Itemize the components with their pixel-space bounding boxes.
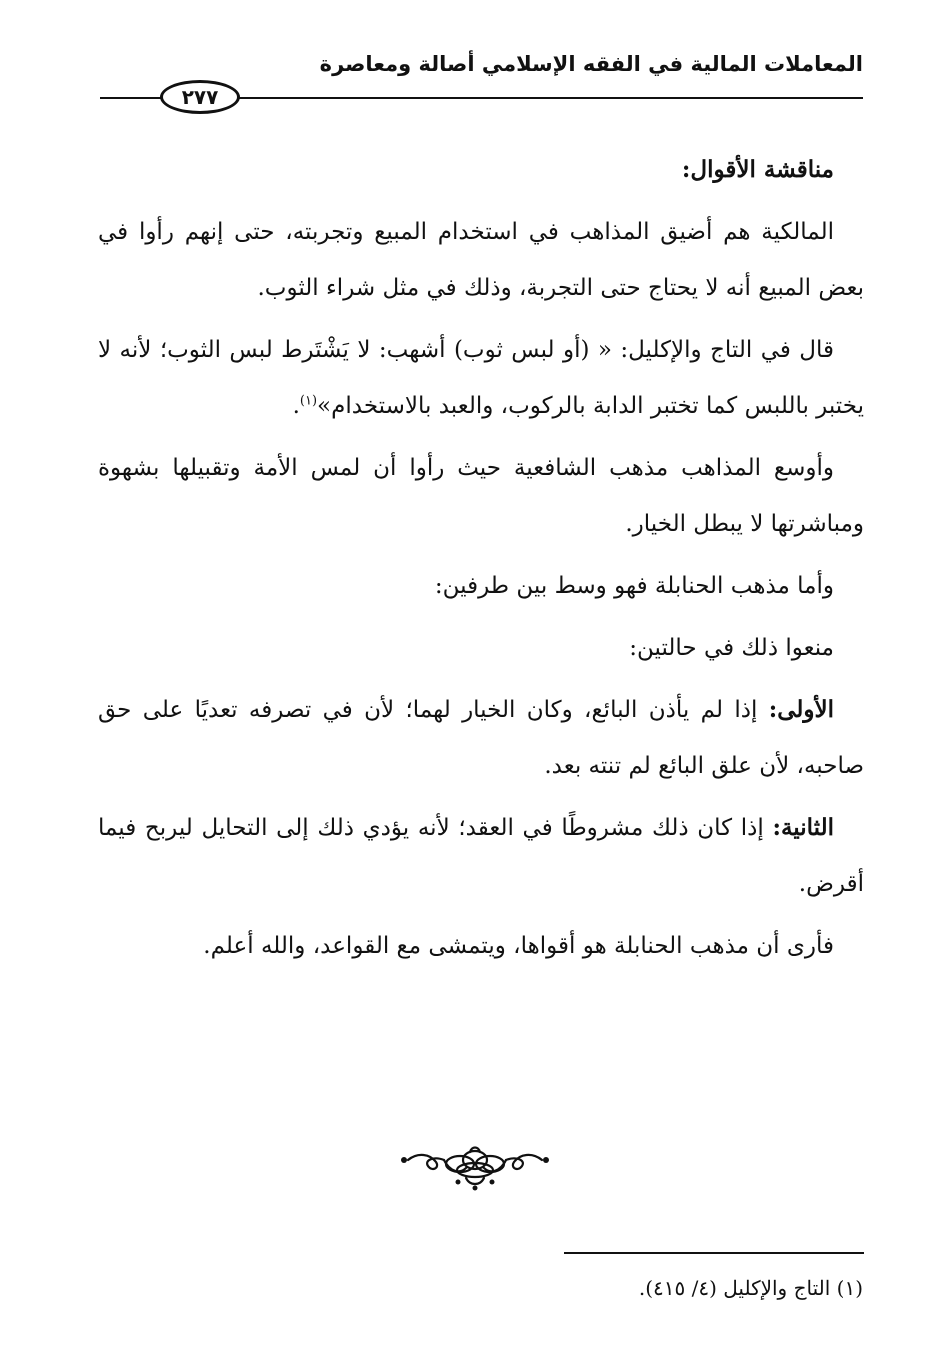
running-header-title: المعاملات المالية في الفقه الإسلامي أصالة ومعاصرة (319, 52, 863, 76)
footnote-rule (564, 1252, 864, 1254)
footnote-text: التاج والإكليل (٤/ ٤١٥). (638, 1276, 831, 1300)
paragraph-maliki: المالكية هم أضيق المذاهب في استخدام المبيع وتجربته، حتى إنهم رأوا في بعض المبيع أنه لا يحتاج حتى التجربة، وذلك في مثل شراء الثوب. (98, 219, 864, 301)
page-number: ٢٧٧ (160, 80, 240, 114)
taj-quote-text: قال في التاج والإكليل: « (أو لبس ثوب) أشهب: لا يَشْتَرط لبس الثوب؛ لأنه لا يختبر باللبس كما تختبر الدابة بالركوب، والعبد بالاستخدام» (98, 337, 864, 419)
floral-divider-ornament-icon (400, 1142, 550, 1192)
footnote-number: (١) (836, 1276, 863, 1300)
paragraph-two-cases: منعوا ذلك في حالتين: (629, 635, 834, 661)
case-first-text: إذا لم يأذن البائع، وكان الخيار لهما؛ لأن في تصرفه تعديًا على حق صاحبه، لأن علق البائع لم تنته بعد. (98, 697, 864, 779)
paragraph-case-first (98, 682, 864, 794)
case-first-label: الأولى: (768, 696, 834, 723)
section-heading: مناقشة الأقوال: (681, 156, 834, 183)
case-second-text: إذا كان ذلك مشروطًا في العقد؛ لأنه يؤدي ذلك إلى التحايل ليربح فيما أقرض. (98, 815, 864, 897)
paragraph-shafii: وأوسع المذاهب مذهب الشافعية حيث رأوا أن لمس الأمة وتقبيلها بشهوة ومباشرتها لا يبطل الخيار. (98, 455, 864, 537)
case-second-label: الثانية: (772, 814, 834, 841)
paragraph-case-second (98, 800, 864, 912)
paragraph-hanbali-intro: وأما مذهب الحنابلة فهو وسط بين طرفين: (434, 573, 834, 599)
footnote-1 (463, 1276, 863, 1300)
paragraph-conclusion: فأرى أن مذهب الحنابلة هو أقواها، ويتمشى مع القواعد، والله أعلم. (203, 933, 834, 959)
paragraph-taj-quote (98, 322, 864, 434)
main-text (98, 142, 864, 980)
taj-quote-end: . (292, 393, 300, 419)
footnote-reference[interactable]: (١) (299, 393, 318, 409)
